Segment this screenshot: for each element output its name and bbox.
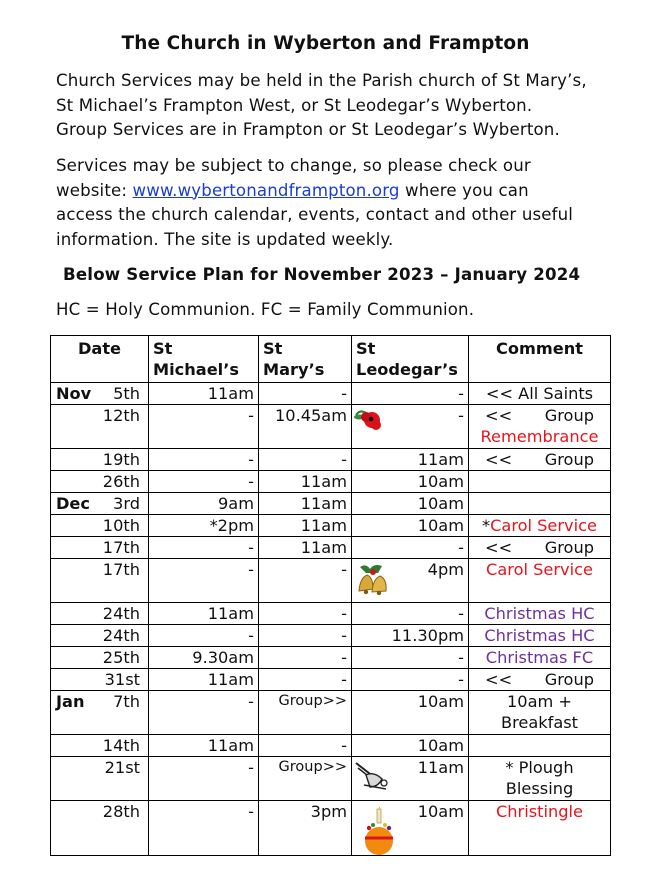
st-michaels-cell: - [149,801,259,856]
st-leodegars-cell: 10am [352,691,469,735]
header-church-name: Leodegar’s [356,360,458,379]
header-st-marys [259,336,352,383]
day-label: 10th [102,516,140,535]
date-cell [51,559,149,603]
st-leodegars-cell: - [352,537,469,559]
day-label: 19th [102,450,140,469]
group-label: Group [544,450,594,469]
table-row [51,691,611,735]
table-row [51,625,611,647]
date-cell [51,405,149,449]
group-arrow: << [485,670,513,689]
table-row [51,449,611,471]
intro-line: St Michael’s Frampton West, or St Leodegar’s Wyberton. [56,95,533,115]
st-michaels-cell: - [149,757,259,801]
date-cell [51,493,149,515]
st-marys-cell: Group>> [259,691,352,735]
website-link[interactable]: www.wybertonandframpton.org [132,180,400,200]
date-cell [51,603,149,625]
comment-cell [469,405,611,449]
notice-paragraph [56,154,636,252]
comment-text: Blessing [505,779,574,798]
poppy-icon [352,405,388,435]
comment-cell [469,669,611,691]
comment-cell [469,537,611,559]
day-label: 3rd [113,494,140,513]
st-leodegars-cell: - [352,603,469,625]
comment-cell [469,493,611,515]
comment-cell: Christmas FC [469,647,611,669]
st-michaels-cell: 11am [149,669,259,691]
group-comment [473,449,606,470]
group-label: Group [544,670,594,689]
date-cell [51,515,149,537]
st-leodegars-cell [352,757,469,801]
st-marys-cell: 3pm [259,801,352,856]
header-st: St [263,339,283,358]
header-comment: Comment [469,336,611,383]
group-arrow: << [485,450,513,469]
table-row [51,757,611,801]
st-michaels-cell: - [149,559,259,603]
comment-cell [469,801,611,856]
date-cell [51,669,149,691]
day-label: 25th [102,648,140,667]
st-leodegars-cell: - [352,647,469,669]
day-label: 31st [104,670,140,689]
notice-line [56,179,636,204]
st-leodegars-cell: 10am [352,515,469,537]
notice-prefix: website: [56,180,133,200]
month-label: Dec [56,494,91,513]
st-marys-cell: - [259,449,352,471]
st-marys-cell: - [259,625,352,647]
comment-red-text: Carol Service [490,516,597,535]
comment-cell [469,449,611,471]
st-marys-cell: Group>> [259,757,352,801]
day-label: 24th [102,604,140,623]
st-leodegars-value: 11am [417,758,464,777]
group-label: Group [544,406,594,425]
service-plan-table [50,335,611,856]
table-row [51,537,611,559]
date-cell [51,801,149,856]
comment-cell: Christmas HC [469,625,611,647]
notice-suffix: where you can [399,180,529,200]
day-label: 26th [102,472,140,491]
intro-line: Church Services may be held in the Parish church of St Mary’s, [56,71,587,90]
date-cell [51,691,149,735]
table-row [51,669,611,691]
header-st: St [356,339,376,358]
group-comment [473,537,606,558]
comment-cell [469,471,611,493]
st-marys-cell: - [259,559,352,603]
table-row [51,801,611,856]
header-date: Date [51,336,149,383]
date-cell [51,383,149,405]
st-leodegars-cell: 11.30pm [352,625,469,647]
table-row [51,559,611,603]
st-michaels-cell: - [149,405,259,449]
service-plan-heading: Below Service Plan for November 2023 – January 2024 [63,265,581,284]
date-cell [51,471,149,493]
comment-text: * Plough [505,758,574,777]
day-label: 17th [102,538,140,557]
christingle-orange-icon [362,807,396,857]
st-michaels-cell: 11am [149,383,259,405]
day-label: 12th [102,406,140,425]
day-label: 17th [102,560,140,579]
header-st-michaels [149,336,259,383]
comment-cell [469,691,611,735]
month-label: Nov [56,384,92,403]
st-leodegars-cell: 11am [352,449,469,471]
notice-line: information. The site is updated weekly. [56,229,394,249]
comment-cell: Christmas HC [469,603,611,625]
header-church-name: Mary’s [263,360,325,379]
page-title: The Church in Wyberton and Frampton [121,33,530,54]
comment-cell [469,515,611,537]
date-cell [51,647,149,669]
date-cell [51,735,149,757]
st-michaels-cell: 11am [149,735,259,757]
header-st: St [153,339,173,358]
st-leodegars-value: - [458,406,464,425]
notice-line: access the church calendar, events, contact and other useful [56,205,574,224]
st-leodegars-cell [352,405,469,449]
st-michaels-cell: - [149,471,259,493]
st-leodegars-cell [352,801,469,856]
st-leodegars-cell: - [352,669,469,691]
notice-line: Services may be subject to change, so please check our [56,156,531,175]
st-michaels-cell: 9.30am [149,647,259,669]
day-label: 5th [113,384,140,403]
day-label: 14th [102,736,140,755]
table-row [51,735,611,757]
st-leodegars-value: 4pm [427,560,464,579]
st-michaels-cell: - [149,625,259,647]
st-marys-cell: 10.45am [259,405,352,449]
st-michaels-cell: - [149,449,259,471]
date-cell [51,449,149,471]
table-row [51,493,611,515]
group-comment [473,669,606,690]
group-label: Group [544,538,594,557]
date-cell [51,537,149,559]
st-marys-cell: - [259,603,352,625]
table-header-row [51,336,611,383]
header-st-leodegars [352,336,469,383]
comment-red-text: Carol Service [486,560,593,579]
comment-star: * [482,516,491,535]
group-arrow: << [485,538,513,557]
comment-text: Breakfast [500,713,579,732]
st-leodegars-cell: - [352,383,469,405]
st-marys-cell: - [259,647,352,669]
comment-cell [469,735,611,757]
st-leodegars-cell: 10am [352,493,469,515]
st-michaels-cell: 9am [149,493,259,515]
st-leodegars-cell [352,559,469,603]
table-row [51,603,611,625]
comment-red-text: Remembrance [480,427,599,446]
christmas-bells-icon [354,561,392,599]
comment-cell: << All Saints [469,383,611,405]
comment-cell [469,757,611,801]
day-label: 24th [102,626,140,645]
st-michaels-cell: 11am [149,603,259,625]
header-church-name: Michael’s [153,360,240,379]
group-arrow: << [485,406,513,425]
st-marys-cell: 11am [259,537,352,559]
intro-line: Group Services are in Frampton or St Leodegar’s Wyberton. [56,120,560,139]
st-marys-cell: - [259,669,352,691]
st-leodegars-cell: 10am [352,471,469,493]
st-michaels-cell: - [149,537,259,559]
st-marys-cell: 11am [259,471,352,493]
table-row [51,383,611,405]
st-leodegars-cell: 10am [352,735,469,757]
date-cell [51,625,149,647]
st-marys-cell: 11am [259,515,352,537]
table-row [51,515,611,537]
table-row [51,471,611,493]
date-cell [51,757,149,801]
st-marys-cell: - [259,735,352,757]
day-label: 7th [113,692,140,711]
st-leodegars-value: 10am [417,802,464,821]
abbreviation-legend: HC = Holy Communion. FC = Family Communion. [56,300,475,319]
table-row [51,405,611,449]
day-label: 28th [102,802,140,821]
comment-text: 10am + [507,692,572,711]
plough-icon [352,759,392,793]
comment-cell [469,559,611,603]
st-michaels-cell: - [149,691,259,735]
day-label: 21st [104,758,140,777]
st-michaels-cell: *2pm [149,515,259,537]
group-comment [473,405,606,426]
st-marys-cell: - [259,383,352,405]
st-marys-cell: 11am [259,493,352,515]
month-label: Jan [56,692,85,711]
comment-red-text: Christingle [496,802,583,821]
table-row [51,647,611,669]
intro-paragraph [56,69,636,143]
